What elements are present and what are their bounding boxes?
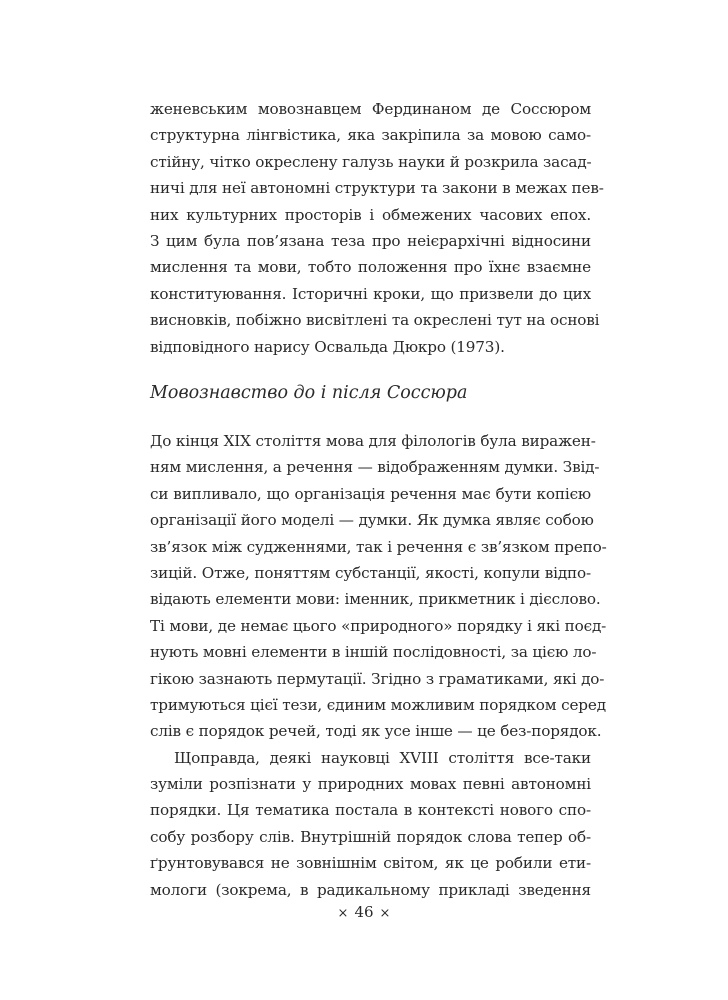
text-line: си випливало, що організація речення має бути копією [150,484,591,503]
section-body [150,428,607,903]
text-line: нують мовні елементи в іншій послідовності, за цією ло- [150,643,597,662]
text-line: зицій. Отже, поняттям субстанції, якості, копули відпо- [150,563,591,582]
folio-ornament-right: × [379,906,391,921]
text-line: порядки. Ця тематика постала в контексті нового спо- [150,801,591,820]
text-line: стійну, чітко окреслену галузь науки й розкрила засад- [150,152,592,171]
text-line: зв’язок між судженнями, так і речення є зв’язком препо- [150,537,607,556]
text-line: мологи (зокрема, в радикальному прикладі зведення [150,880,591,899]
text-line: Щоправда, деякі науковці XVIII століття все-таки [174,748,591,767]
text-line: зуміли розпізнати у природних мовах певні автономні [150,775,591,794]
text-line: слів є порядок речей, тоді як усе інше — це без-порядок. [150,722,602,741]
text-line: Ті мови, де немає цього «природного» порядку і які поєд- [150,616,607,635]
section-heading: Мовознавство до і після Соссюра [150,383,468,403]
text-line: До кінця XIX століття мова для філологів була виражен- [150,432,596,450]
text-line: відають елементи мови: іменник, прикметник і дієслово. [150,590,601,609]
text-line: висновків, побіжно висвітлені та окреслені тут на основі [150,311,600,330]
text-line: женевським мовознавцем Фердинаном де Соссюром [150,100,591,118]
paragraph [150,428,607,745]
intro-paragraph [150,96,604,360]
paragraph [150,96,604,360]
page-footer [0,900,728,926]
text-line: структурна лінгвістика, яка закріпила за мовою само- [150,126,591,145]
text-line: ничі для неї автономні структури та закони в межах пев- [150,179,604,198]
text-line: ґрунтовувався не зовнішнім світом, як це робили ети- [150,854,591,873]
text-line: ням мислення, а речення — відображенням думки. Звід- [150,458,600,477]
text-line: конституювання. Історичні кроки, що призвели до цих [150,284,591,303]
text-line: організації його моделі — думки. Як думка являє собою [150,511,594,530]
page-number: 46 [354,903,374,921]
text-line: них культурних просторів і обмежених часових епох. [150,205,591,224]
text-line: собу розбору слів. Внутрішній порядок слова тепер об- [150,827,591,846]
text-line: відповідного нарису Освальда Дюкро (1973). [150,337,505,356]
text-line: гікою зазнають пермутації. Згідно з граматиками, які до- [150,669,605,688]
folio-ornament-left: × [337,906,349,921]
text-line: тримуються цієї тези, єдиним можливим порядком серед [150,695,606,714]
paragraph [150,745,591,903]
text-line: З цим була пов’язана теза про неієрархічні відносини [150,231,591,250]
text-line: мислення та мови, тобто положення про їхнє взаємне [150,258,591,277]
